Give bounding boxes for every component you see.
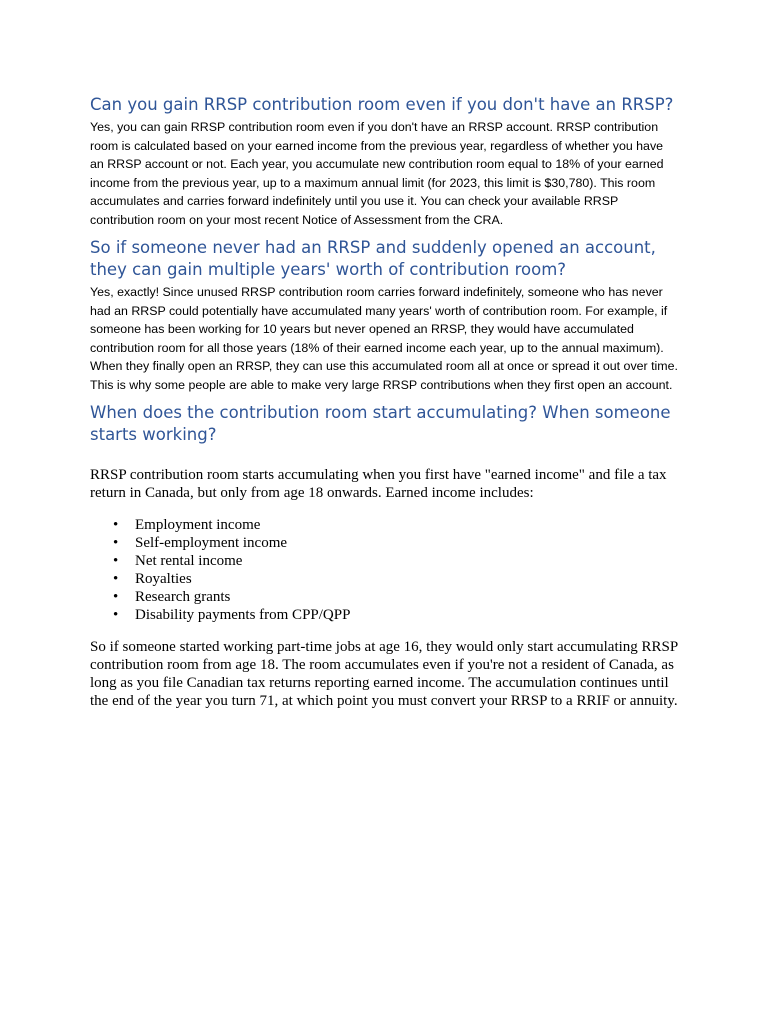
list-item: • Employment income	[135, 516, 678, 534]
section-heading-3: When does the contribution room start accumulating? When someone starts working?	[90, 403, 671, 444]
list-item: • Royalties	[135, 570, 678, 588]
section-heading-1: Can you gain RRSP contribution room even if you don't have an RRSP?	[90, 95, 674, 114]
section-body-2: Yes, exactly! Since unused RRSP contribution room carries forward indefinitely, someone who has never had an RRSP could potentially have accumulated many years' worth of contribution room. For example, if someone has been working for 10 years but never opened an RRSP, they would have accumulated contribution room for all those years (18% of their earned income each year, up to the annual maximum). When they finally open an RRSP, they can use this accumulated room all at once or spread it out over time. This is why some people are able to make very large RRSP contributions when they first open an account.	[90, 285, 678, 392]
section-closing-3: So if someone started working part-time jobs at age 16, they would only start accumulating RRSP contribution room from age 18. The room accumulates even if you're not a resident of Canada, as long as you file Canadian tax returns reporting earned income. The accumulation continues until the end of the year you turn 71, at which point you must convert your RRSP to a RRIF or annuity.	[90, 639, 678, 709]
earned-income-list	[90, 516, 678, 624]
list-item: • Self-employment income	[135, 534, 678, 552]
section-intro-3: RRSP contribution room starts accumulating when you first have "earned income" and file a tax return in Canada, but only from age 18 onwards. Earned income includes:	[90, 467, 667, 501]
list-item: • Research grants	[135, 588, 678, 606]
list-item: • Disability payments from CPP/QPP	[135, 606, 678, 624]
section-body-1: Yes, you can gain RRSP contribution room even if you don't have an RRSP account. RRSP contribution room is calculated based on your earned income from the previous year, regardless of whether you have an RRSP account or not. Each year, you accumulate new contribution room equal to 18% of your earned income from the previous year, up to a maximum annual limit (for 2023, this limit is $30,780). This room accumulates and carries forward indefinitely until you use it. You can check your available RRSP contribution room on your most recent Notice of Assessment from the CRA.	[90, 120, 664, 227]
section-heading-2: So if someone never had an RRSP and suddenly opened an account, they can gain multiple years' worth of contribution room?	[90, 238, 656, 279]
list-item: • Net rental income	[135, 552, 678, 570]
